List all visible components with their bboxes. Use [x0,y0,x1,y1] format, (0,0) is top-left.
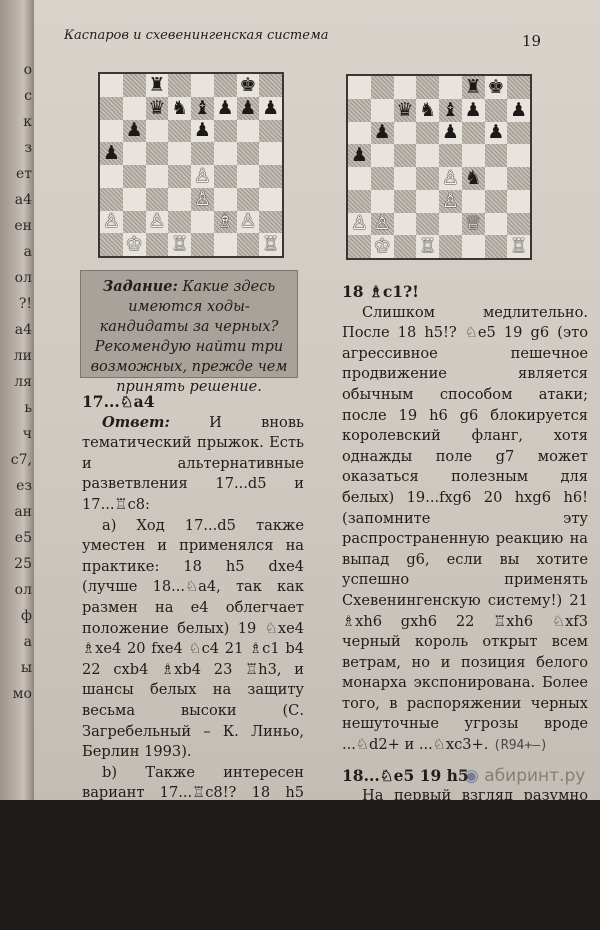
chess-piece-icon: ♟ [102,142,120,165]
board-square [416,167,439,190]
chess-piece-icon: ♖ [262,233,280,256]
board-square [168,165,191,188]
board-square [237,211,260,234]
running-title: Каспаров и схевенингенская система [64,28,329,43]
board-square [237,142,260,165]
chess-piece-icon: ♙ [239,210,257,233]
board-square [191,97,214,120]
board-square [146,211,169,234]
board-square [146,165,169,188]
board-square [168,188,191,211]
board-square [485,99,508,122]
left-column [82,392,304,845]
board-square [394,99,417,122]
board-square [394,235,417,258]
board-square [237,188,260,211]
prev-page-fragment: к [23,114,32,130]
page-number: 19 [522,32,542,50]
board-square [394,76,417,99]
chess-piece-icon: ♝ [441,98,459,121]
prev-page-fragment: ет [15,166,32,182]
prev-page-fragment: с7, [10,452,32,468]
board-square [259,97,282,120]
board-square [507,213,530,236]
book-page [34,0,600,928]
board-square [439,76,462,99]
board-square [462,190,485,213]
board-square [485,144,508,167]
board-square [485,122,508,145]
chess-piece-icon: ♚ [487,75,505,98]
board-square [371,213,394,236]
board-square [191,142,214,165]
watermark-text: абиринт.ру [484,766,586,786]
board-square [485,235,508,258]
board-square [237,165,260,188]
board-square [462,167,485,190]
board-square [214,97,237,120]
chess-piece-icon: ♖ [510,235,528,258]
board-square [348,213,371,236]
chess-piece-icon: ♙ [193,164,211,187]
prev-page-fragment: ли [13,348,32,364]
board-square [416,144,439,167]
board-square [237,120,260,143]
chess-piece-icon: ♟ [464,98,482,121]
variation-b: b) Также интересен вариант 17...♖c8!? 18 h5 ♘a4, что приводит к неясной позиции. [82,763,304,843]
board-square [168,142,191,165]
board-square [100,165,123,188]
board-square [507,144,530,167]
board-square [146,120,169,143]
board-square [168,233,191,256]
board-square [348,76,371,99]
board-square [371,122,394,145]
board-square [123,97,146,120]
board-square [259,120,282,143]
board-square [146,188,169,211]
board-square [191,211,214,234]
board-square [259,211,282,234]
board-square [507,235,530,258]
prev-page-fragment: ан [14,504,32,520]
prev-page-fragment: ен [14,218,32,234]
board-square [191,233,214,256]
chess-piece-icon: ♟ [373,121,391,144]
prev-page-fragment: ол [14,270,32,286]
task-label: Задание: [102,278,178,295]
board-square [485,167,508,190]
prev-page-fragment: 25 [14,556,32,572]
previous-page-edge [0,0,34,800]
board-square [100,120,123,143]
board-square [416,190,439,213]
board-square [462,122,485,145]
board-square [416,235,439,258]
pencil-annotation: (R94+–) [493,738,548,754]
chess-piece-icon: ♙ [441,166,459,189]
prev-page-fragment: ь [24,400,32,416]
chess-piece-icon: ♗ [216,210,234,233]
chess-piece-icon: ♟ [239,96,257,119]
board-square [416,76,439,99]
chess-piece-icon: ♙ [193,187,211,210]
board-square [214,233,237,256]
board-square [507,167,530,190]
chess-piece-icon: ♛ [148,96,166,119]
board-square [439,235,462,258]
board-square [123,120,146,143]
prev-page-fragment: ?! [18,296,32,312]
board-square [462,213,485,236]
chess-piece-icon: ♙ [148,210,166,233]
board-square [439,213,462,236]
watermark [464,766,585,786]
prev-page-fragment: а4 [14,192,32,208]
prev-page-fragment: с [24,88,32,104]
board-square [100,188,123,211]
chess-piece-icon: ♟ [216,96,234,119]
board-square [168,211,191,234]
board-square [123,74,146,97]
board-square [146,233,169,256]
board-square [123,165,146,188]
chess-piece-icon: ♛ [396,98,414,121]
chess-piece-icon: ♙ [373,212,391,235]
prev-page-fragment: ч [22,426,32,442]
board-square [371,144,394,167]
chess-piece-icon: ♔ [373,235,391,258]
chess-piece-icon: ♟ [441,121,459,144]
move-heading-17: 17...♘a4 [82,392,155,411]
board-square [462,235,485,258]
board-square [123,142,146,165]
board-square [100,211,123,234]
board-square [123,233,146,256]
board-square [146,97,169,120]
commentary-18-text: Слишком медлительно. После 18 h5!? ♘e5 19 g6 (это агрессивное пешечное продвижение является обычным способом атаки; после 19 h6 g6 блокируется королевский фланг, хотя однажды поле g7 может оказаться полезным для белых) 19...fxg6 20 hxg6 h6! (запомните эту распространенную реакцию на выпад g6, если вы хотите успешно применять Схевенингенскую систему!) 21 ♗xh6 gxh6 22 ♖xh6 ♘xf3 черный король открыт всем ветрам, но и позиция белого монарха экспонирована. Более того, в распоряжении черных нешуточные угрозы вроде ...♘d2+ и ...♘xc3+. [342,303,588,754]
board-square [348,190,371,213]
board-square [507,99,530,122]
board-square [485,213,508,236]
task-text: Какие здесь имеются ходы-кандидаты за черных? Рекомендую найти три возможных, прежде чем принять решение. [90,279,288,395]
board-square [394,190,417,213]
labirint-logo-icon: ◉ [464,766,479,786]
board-square [371,99,394,122]
board-square [214,142,237,165]
prev-page-fragment: а [23,244,32,260]
board-square [191,188,214,211]
board-square [214,120,237,143]
chess-piece-icon: ♙ [102,210,120,233]
board-square [507,76,530,99]
board-square [100,74,123,97]
chess-piece-icon: ♟ [262,96,280,119]
board-square [462,144,485,167]
board-square [462,99,485,122]
board-square [462,76,485,99]
board-square [191,74,214,97]
board-square [439,190,462,213]
chess-piece-icon: ♜ [464,75,482,98]
chess-piece-icon: ♕ [464,212,482,235]
board-square [348,144,371,167]
board-square [371,167,394,190]
board-square [100,142,123,165]
board-square [146,142,169,165]
board-square [416,122,439,145]
chess-piece-icon: ♞ [464,166,482,189]
board-square [394,213,417,236]
board-square [348,99,371,122]
prev-page-fragment: е5 [14,530,32,546]
board-square [439,122,462,145]
board-square [416,99,439,122]
prev-page-fragment: ля [14,374,32,390]
board-square [439,144,462,167]
board-square [146,74,169,97]
prev-page-fragment: ы [20,660,32,676]
board-square [214,74,237,97]
prev-page-fragment: а4 [14,322,32,338]
board-square [394,122,417,145]
chess-piece-icon: ♖ [419,235,437,258]
chess-piece-icon: ♞ [171,96,189,119]
board-square [371,190,394,213]
move-heading-18: 18 ♗c1?! [342,282,419,301]
chess-diagram-1 [98,72,284,258]
prev-page-fragment: ф [21,608,32,624]
board-square [191,120,214,143]
board-square [348,167,371,190]
chess-piece-icon: ♟ [125,119,143,142]
board-square [168,74,191,97]
board-square [348,235,371,258]
board-square [100,97,123,120]
prev-page-fragment: о [23,62,32,78]
move-heading-19: 18...♘e5 19 h5 [342,765,469,785]
board-square [259,188,282,211]
board-square [214,165,237,188]
board-square [439,99,462,122]
board-square [168,120,191,143]
chess-piece-icon: ♚ [239,73,257,96]
board-square [100,233,123,256]
chess-piece-icon: ♝ [193,96,211,119]
chess-piece-icon: ♙ [441,189,459,212]
answer-label: Ответ: [102,413,170,431]
board-square [371,235,394,258]
chess-piece-icon: ♔ [125,233,143,256]
commentary-19: На первый взгляд разумно выглядит 19 f4?, чтобы прогнать опасного коня, но это лишь сыграет на руку черным, усиливая роль слона b7: 19...♘xd3 20 cxd3 d5!, и на 21 e5 последует [342,787,588,928]
board-square [237,233,260,256]
chess-diagram-2 [346,74,532,260]
board-square [259,165,282,188]
board-square [259,233,282,256]
commentary-18 [342,303,588,757]
board-square [123,188,146,211]
board-square [371,76,394,99]
board-square [348,122,371,145]
chess-piece-icon: ♟ [487,121,505,144]
prev-page-fragment: мо [12,686,32,702]
answer-text: И вновь тематический прыжок. Есть и альтернативные разветвления 17...d5 и 17...♖c8: [82,413,304,513]
board-square [191,165,214,188]
board-square [439,167,462,190]
board-square [214,188,237,211]
prev-page-fragment: ез [16,478,32,494]
chess-piece-icon: ♞ [419,98,437,121]
variation-a: а) Ход 17...d5 также уместен и применялся на практике: 18 h5 dxe4 (лучше 18...♘a4, так как размен на e4 облегчает положение белых) 19 ♘xe4 ♗xe4 20 fxe4 ♘c4 21 ♗c1 b4 22 cxb4 ♗xb4 23 ♖h3, и шансы белых на защиту весьма высоки (С. Загребельный – К. Линьо, Берлин 1993). [82,516,304,761]
board-square [214,211,237,234]
right-column [342,282,588,930]
answer-paragraph [82,413,304,516]
board-square [394,167,417,190]
board-square [259,74,282,97]
board-square [485,190,508,213]
chess-piece-icon: ♟ [193,119,211,142]
board-square [123,211,146,234]
prev-page-fragment: з [24,140,32,156]
prev-page-fragment: ол [14,582,32,598]
chess-piece-icon: ♟ [510,98,528,121]
board-square [168,97,191,120]
board-square [394,144,417,167]
board-square [237,74,260,97]
board-square [507,122,530,145]
chess-piece-icon: ♖ [171,233,189,256]
chess-piece-icon: ♜ [148,73,166,96]
chess-piece-icon: ♙ [350,212,368,235]
prev-page-fragment: а [23,634,32,650]
board-square [416,213,439,236]
board-square [507,190,530,213]
task-box [80,270,298,395]
chess-piece-icon: ♟ [350,144,368,167]
board-square [485,76,508,99]
board-square [259,142,282,165]
board-square [237,97,260,120]
